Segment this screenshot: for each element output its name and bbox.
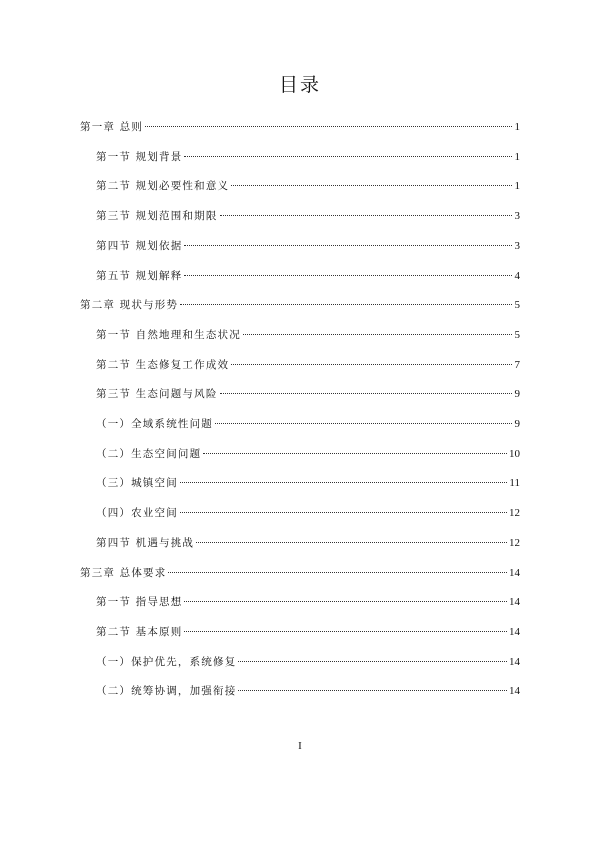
- toc-entry-title: （四）农业空间: [96, 507, 178, 519]
- toc-entry-title: 第三节 生态问题与风险: [96, 388, 218, 400]
- toc-dot-leader: [203, 453, 507, 454]
- toc-entry-page-number: 14: [509, 567, 520, 579]
- toc-entry[interactable]: [96, 239, 520, 253]
- toc-entry[interactable]: [96, 328, 520, 342]
- toc-entry-page-number: 7: [514, 359, 520, 371]
- toc-entry-title: 第一节 指导思想: [96, 596, 183, 608]
- toc-entry-page-number: 9: [514, 388, 520, 400]
- toc-entry-title: 第一节 规划背景: [96, 151, 183, 163]
- toc-dot-leader: [196, 542, 507, 543]
- toc-entry-title: （二）生态空间问题: [96, 448, 202, 460]
- toc-dot-leader: [238, 690, 507, 691]
- toc-entry-page-number: 10: [509, 448, 520, 460]
- toc-entry-page-number: 1: [514, 180, 520, 192]
- toc-entry-page-number: 5: [514, 329, 520, 341]
- toc-entry[interactable]: [80, 298, 520, 312]
- toc-entry[interactable]: [96, 536, 520, 550]
- toc-entry-title: （一）全域系统性问题: [96, 418, 213, 430]
- toc-entry[interactable]: [96, 358, 520, 372]
- toc-entry-page-number: 12: [509, 507, 520, 519]
- toc-dot-leader: [180, 304, 512, 305]
- toc-dot-leader: [238, 661, 507, 662]
- toc-entry[interactable]: [96, 595, 520, 609]
- toc-dot-leader: [220, 215, 512, 216]
- toc-dot-leader: [184, 156, 512, 157]
- toc-entry-page-number: 14: [509, 626, 520, 638]
- toc-entry-page-number: 3: [514, 240, 520, 252]
- toc-entry[interactable]: [96, 506, 520, 520]
- toc-entry-title: （一）保护优先，系统修复: [96, 656, 237, 668]
- toc-entry[interactable]: [96, 625, 520, 639]
- toc-entry-page-number: 1: [514, 121, 520, 133]
- toc-entry-page-number: 3: [514, 210, 520, 222]
- toc-entry-title: 第三章 总体要求: [80, 567, 167, 579]
- page-title: 目录: [278, 74, 321, 96]
- toc-dot-leader: [243, 334, 512, 335]
- toc-entry-page-number: 9: [514, 418, 520, 430]
- toc-entry-title: 第一节 自然地理和生态状况: [96, 329, 241, 341]
- toc-dot-leader: [184, 631, 507, 632]
- toc-entry[interactable]: [96, 447, 520, 461]
- toc-dot-leader: [231, 185, 512, 186]
- toc-entry[interactable]: [96, 655, 520, 669]
- toc-entry[interactable]: [96, 417, 520, 431]
- toc-dot-leader: [220, 393, 512, 394]
- toc-entry[interactable]: [80, 566, 520, 580]
- toc-dot-leader: [184, 275, 512, 276]
- toc-entry-title: 第二节 基本原则: [96, 626, 183, 638]
- toc-entry[interactable]: [96, 476, 520, 490]
- toc-entry-page-number: 11: [509, 477, 520, 489]
- toc-dot-leader: [168, 572, 507, 573]
- toc-dot-leader: [145, 126, 512, 127]
- toc-dot-leader: [184, 245, 512, 246]
- toc-entry-title: 第五节 规划解释: [96, 270, 183, 282]
- toc-entry-page-number: 5: [514, 299, 520, 311]
- toc-dot-leader: [180, 512, 507, 513]
- toc-entry[interactable]: [96, 209, 520, 223]
- toc-entry-page-number: 14: [509, 685, 520, 697]
- toc-entry[interactable]: [96, 269, 520, 283]
- toc-entry-title: 第四节 机遇与挑战: [96, 537, 195, 549]
- toc-entry[interactable]: [96, 179, 520, 193]
- toc-entry-page-number: 14: [509, 656, 520, 668]
- toc-entry-title: （二）统筹协调，加强衔接: [96, 685, 237, 697]
- toc-entry-title: 第二章 现状与形势: [80, 299, 179, 311]
- toc-entry-title: 第四节 规划依据: [96, 240, 183, 252]
- toc-dot-leader: [180, 482, 508, 483]
- toc-entry-title: 第二节 规划必要性和意义: [96, 180, 230, 192]
- toc-entry[interactable]: [80, 120, 520, 134]
- toc-entry-page-number: 4: [514, 270, 520, 282]
- toc-entry-title: 第一章 总则: [80, 121, 144, 133]
- page-number: I: [298, 740, 302, 752]
- toc-entry-title: （三）城镇空间: [96, 477, 178, 489]
- toc-entry[interactable]: [96, 684, 520, 698]
- toc-entry-title: 第二节 生态修复工作成效: [96, 359, 230, 371]
- toc-entry[interactable]: [96, 150, 520, 164]
- toc-entry-page-number: 1: [514, 151, 520, 163]
- toc-entry-page-number: 14: [509, 596, 520, 608]
- toc-entry-page-number: 12: [509, 537, 520, 549]
- toc-entry-title: 第三节 规划范围和期限: [96, 210, 218, 222]
- toc-dot-leader: [184, 601, 507, 602]
- toc-dot-leader: [215, 423, 512, 424]
- toc-dot-leader: [231, 364, 512, 365]
- toc-entry[interactable]: [96, 387, 520, 401]
